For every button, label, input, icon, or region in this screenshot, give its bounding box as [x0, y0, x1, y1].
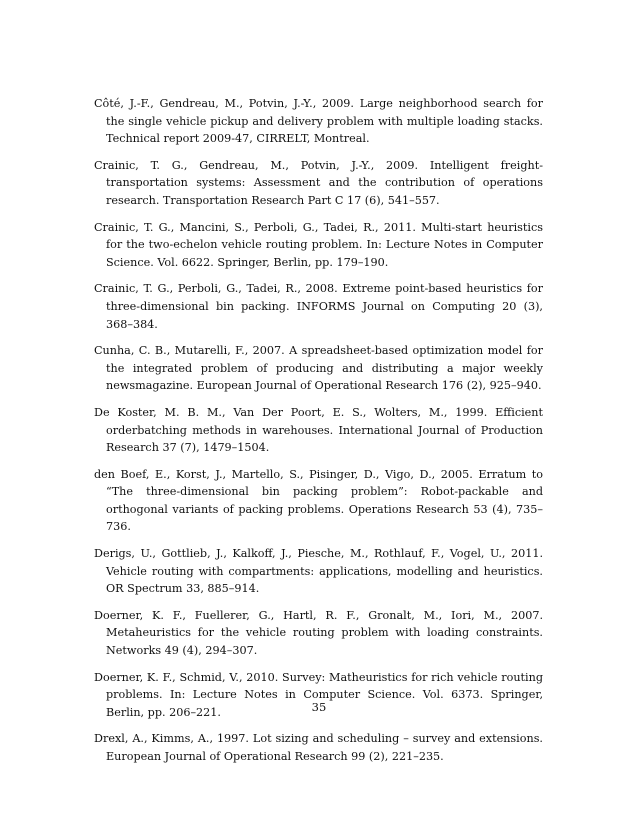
- reference-drexl-1997: Drexl, A., Kimms, A., 1997. Lot sizing and scheduling – survey and extensions. European Journal of Operational Research 99 (2), 221–235.: [94, 732, 543, 763]
- reference-doerner-2010: Doerner, K. F., Schmid, V., 2010. Survey: Matheuristics for rich vehicle routing problems. In: Lecture Notes in Computer Science. Vol. 6373. Springer, Berlin, pp. 206–221.: [94, 670, 543, 719]
- reference-doerner-2007: Doerner, K. F., Fuellerer, G., Hartl, R. F., Gronalt, M., Iori, M., 2007. Metaheuristics for the vehicle routing problem with loading constraints. Networks 49 (4), 294–307.: [94, 608, 543, 658]
- page-number: 35: [311, 700, 327, 714]
- reference-cote-2009: Côté, J.-F., Gendreau, M., Potvin, J.-Y., 2009. Large neighborhood search for the single vehicle pickup and delivery problem with multiple loading stacks. Technical report 2009-47, CIRRELT, Montreal.: [94, 97, 543, 146]
- reference-crainic-2008: Crainic, T. G., Perboli, G., Tadei, R., 2008. Extreme point-based heuristics for three-dimensional bin packing. INFORMS Journal on Computing 20 (3), 368–384.: [94, 282, 543, 331]
- reference-crainic-2011: Crainic, T. G., Mancini, S., Perboli, G., Tadei, R., 2011. Multi-start heuristics for the two-echelon vehicle routing problem. In: Lecture Notes in Computer Science. Vol. 6622. Springer, Berlin, pp. 179–190.: [94, 220, 543, 269]
- reference-cunha-2007: Cunha, C. B., Mutarelli, F., 2007. A spreadsheet-based optimization model for the integrated problem of producing and distributing a major weekly newsmagazine. European Journal of Operational Research 176 (2), 925–940.: [94, 344, 543, 393]
- reference-list: [94, 95, 543, 775]
- reference-crainic-2009: Crainic, T. G., Gendreau, M., Potvin, J.-Y., 2009. Intelligent freight-transportation systems: Assessment and the contribution of operations research. Transportation Research Part C 17 (6), 541–557.: [94, 158, 543, 207]
- reference-derigs-2011: Derigs, U., Gottlieb, J., Kalkoff, J., Piesche, M., Rothlauf, F., Vogel, U., 2011. Vehicle routing with compartments: applications, modelling and heuristics. OR Spectrum 33, 885–914.: [94, 547, 543, 596]
- reference-denboef-2005: den Boef, E., Korst, J., Martello, S., Pisinger, D., Vigo, D., 2005. Erratum to “The three-dimensional bin packing problem”: Robot-packable and orthogonal variants of packing problems. Operations Research 53 (4), 735–736.: [94, 467, 543, 534]
- reference-dekoster-1999: De Koster, M. B. M., Van Der Poort, E. S., Wolters, M., 1999. Efficient orderbatching methods in warehouses. International Journal of Production Research 37 (7), 1479–1504.: [94, 405, 543, 455]
